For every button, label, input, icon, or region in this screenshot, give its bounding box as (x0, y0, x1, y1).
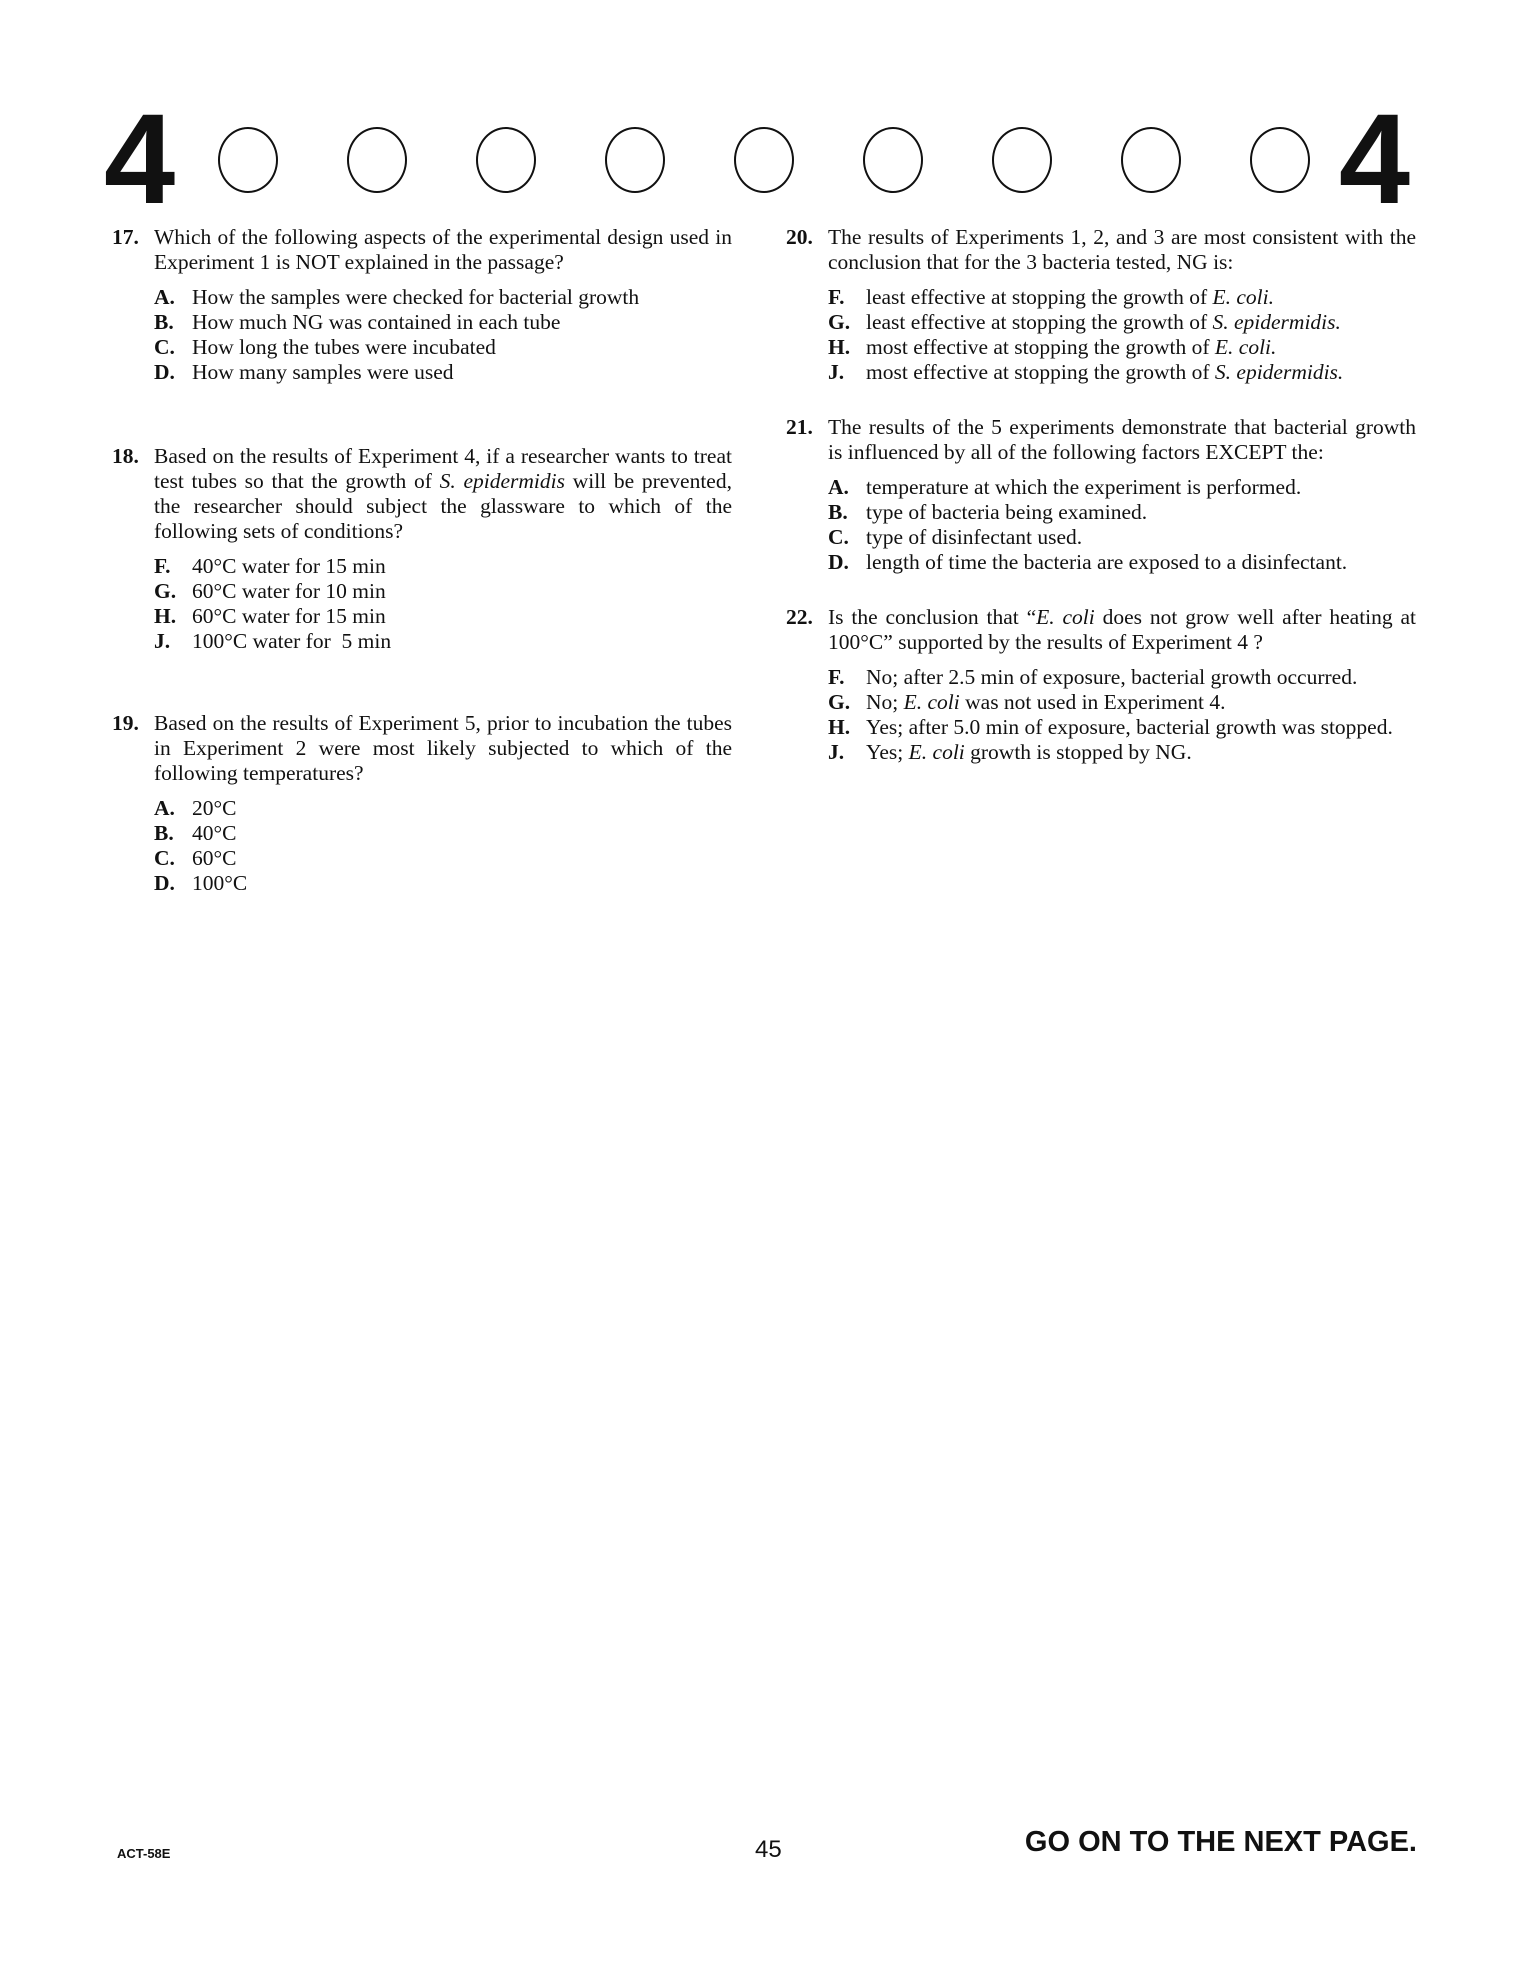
option-letter: G. (154, 579, 177, 603)
option-letter: G. (828, 690, 851, 714)
answer-option[interactable] (154, 846, 732, 871)
option-letter: A. (154, 285, 175, 309)
answer-option[interactable] (154, 629, 732, 654)
option-text: How the samples were checked for bacterial growth (192, 285, 640, 309)
option-text: How much NG was contained in each tube (192, 310, 561, 334)
answer-option[interactable] (154, 335, 732, 360)
option-letter: F. (828, 665, 845, 689)
option-text: 60°C water for 15 min (192, 604, 386, 628)
circle-icon (476, 127, 536, 193)
option-text: 60°C water for 10 min (192, 579, 386, 603)
option-letter: C. (828, 525, 849, 549)
option-text: 40°C water for 15 min (192, 554, 386, 578)
option-letter: J. (154, 629, 171, 653)
option-letter: A. (154, 796, 175, 820)
answer-option[interactable] (154, 310, 732, 335)
answer-options (154, 796, 732, 896)
option-text: least effective at stopping the growth of E. coli. (866, 285, 1274, 309)
answer-option[interactable] (154, 285, 732, 310)
option-text: type of bacteria being examined. (866, 500, 1148, 524)
page-number: 45 (755, 1836, 782, 1863)
answer-options (828, 665, 1416, 765)
circle-icon (605, 127, 665, 193)
question-text: Which of the following aspects of the experimental design used in Experiment 1 is NOT explained in the passage? (154, 225, 732, 274)
option-letter: J. (828, 740, 845, 764)
option-letter: B. (828, 500, 848, 524)
form-code: ACT-58E (117, 1846, 171, 1861)
answer-options (154, 285, 732, 385)
answer-option[interactable] (828, 310, 1416, 335)
left-column (112, 225, 732, 896)
option-text: How many samples were used (192, 360, 454, 384)
option-letter: F. (154, 554, 171, 578)
answer-options (828, 475, 1416, 575)
option-letter: H. (828, 715, 851, 739)
answer-option[interactable] (154, 360, 732, 385)
option-text: most effective at stopping the growth of E. coli. (866, 335, 1277, 359)
answer-option[interactable] (828, 335, 1416, 360)
option-text: Yes; after 5.0 min of exposure, bacterial growth was stopped. (866, 715, 1393, 739)
question-text: Based on the results of Experiment 4, if a researcher wants to treat test tubes so that the growth of S. epidermidis will be prevented, the researcher should subject the glassware to which of the following sets of conditions? (154, 444, 732, 543)
question-number: 22. (786, 605, 813, 629)
answer-option[interactable] (828, 285, 1416, 310)
question-text: The results of Experiments 1, 2, and 3 are most consistent with the conclusion that for the 3 bacteria tested, NG is: (828, 225, 1416, 274)
section-number-right: 4 (1338, 88, 1410, 231)
answer-option[interactable] (154, 796, 732, 821)
question-number: 21. (786, 415, 813, 439)
option-text: How long the tubes were incubated (192, 335, 496, 359)
option-text: type of disinfectant used. (866, 525, 1083, 549)
question-17 (112, 225, 732, 385)
question-20 (786, 225, 1416, 385)
option-letter: D. (828, 550, 849, 574)
circle-icon (734, 127, 794, 193)
question-number: 19. (112, 711, 139, 735)
option-text: 100°C water for 5 min (192, 629, 392, 653)
option-letter: D. (154, 871, 175, 895)
question-19 (112, 711, 732, 896)
question-text: Based on the results of Experiment 5, prior to incubation the tubes in Experiment 2 were most likely subjected to which of the following temperatures? (154, 711, 732, 785)
question-22 (786, 605, 1416, 765)
circle-icon (218, 127, 278, 193)
question-number: 18. (112, 444, 139, 468)
answer-option[interactable] (154, 554, 732, 579)
option-letter: D. (154, 360, 175, 384)
option-letter: G. (828, 310, 851, 334)
question-18 (112, 444, 732, 654)
question-number: 20. (786, 225, 813, 249)
option-letter: C. (154, 846, 175, 870)
answer-option[interactable] (828, 690, 1416, 715)
answer-option[interactable] (828, 475, 1416, 500)
option-text: 20°C (192, 796, 237, 820)
option-letter: A. (828, 475, 849, 499)
option-letter: F. (828, 285, 845, 309)
answer-option[interactable] (828, 740, 1416, 765)
section-header (100, 88, 1410, 231)
option-text: No; after 2.5 min of exposure, bacterial growth occurred. (866, 665, 1358, 689)
option-text: least effective at stopping the growth of S. epidermidis. (866, 310, 1341, 334)
section-number-left: 4 (104, 88, 176, 231)
answer-options (154, 554, 732, 654)
option-text: most effective at stopping the growth of S. epidermidis. (866, 360, 1344, 384)
answer-option[interactable] (154, 871, 732, 896)
answer-option[interactable] (154, 604, 732, 629)
answer-option[interactable] (154, 579, 732, 604)
answer-option[interactable] (828, 525, 1416, 550)
circle-icon (347, 127, 407, 193)
answer-option[interactable] (828, 665, 1416, 690)
option-letter: J. (828, 360, 845, 384)
option-text: 60°C (192, 846, 237, 870)
answer-option[interactable] (828, 715, 1416, 740)
option-text: temperature at which the experiment is performed. (866, 475, 1302, 499)
question-text: The results of the 5 experiments demonstrate that bacterial growth is influenced by all of the following factors EXCEPT the: (828, 415, 1416, 464)
question-number: 17. (112, 225, 139, 249)
option-letter: H. (154, 604, 177, 628)
option-text: 40°C (192, 821, 237, 845)
circle-icon (863, 127, 923, 193)
circle-icon (1250, 127, 1310, 193)
answer-option[interactable] (828, 550, 1416, 575)
answer-options (828, 285, 1416, 385)
option-text: No; E. coli was not used in Experiment 4. (866, 690, 1226, 714)
option-letter: B. (154, 310, 174, 334)
option-text: 100°C (192, 871, 248, 895)
circle-icon (992, 127, 1052, 193)
answer-option[interactable] (154, 821, 732, 846)
option-text: Yes; E. coli growth is stopped by NG. (866, 740, 1192, 764)
circle-icon (1121, 127, 1181, 193)
question-21 (786, 415, 1416, 575)
question-text: Is the conclusion that “E. coli does not grow well after heating at 100°C” supported by the results of Experiment 4 ? (828, 605, 1417, 654)
option-letter: H. (828, 335, 851, 359)
right-column (786, 225, 1416, 765)
option-letter: C. (154, 335, 175, 359)
option-letter: B. (154, 821, 174, 845)
next-page-notice: GO ON TO THE NEXT PAGE. (1024, 1826, 1417, 1858)
option-text: length of time the bacteria are exposed to a disinfectant. (866, 550, 1348, 574)
answer-option[interactable] (828, 500, 1416, 525)
answer-option[interactable] (828, 360, 1416, 385)
